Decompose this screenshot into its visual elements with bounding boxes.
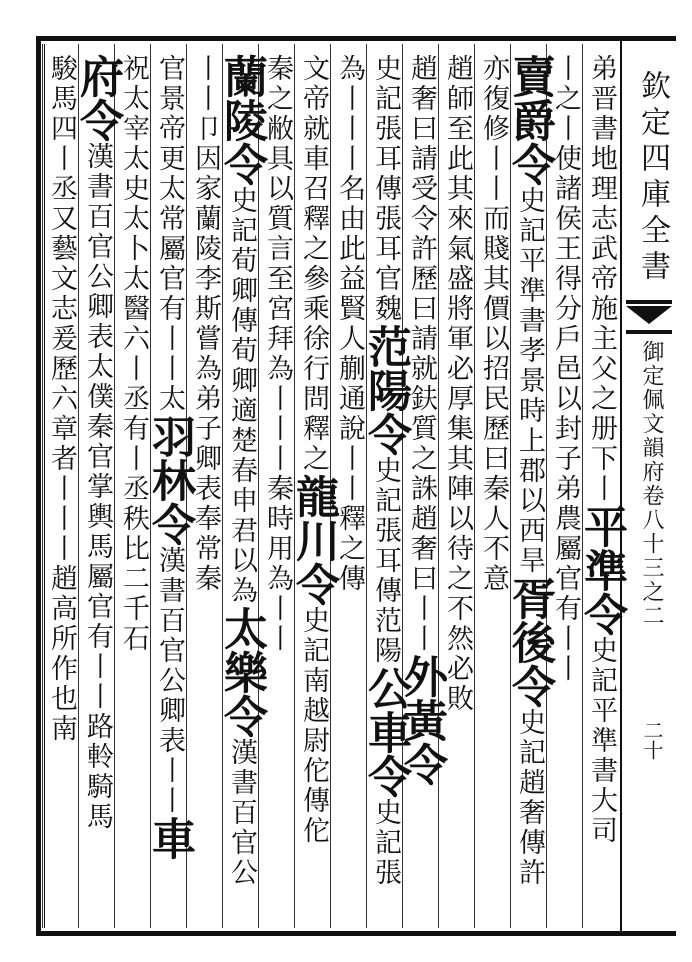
entry-headword: 太樂令 bbox=[216, 606, 267, 738]
text-column bbox=[360, 54, 411, 888]
column-rule bbox=[474, 44, 475, 928]
text-column bbox=[116, 54, 150, 654]
column-rule bbox=[438, 44, 439, 928]
margin-volume-title: 御定佩文韻府卷八十三之二 bbox=[639, 340, 664, 628]
margin-page-number: 二十 bbox=[640, 720, 664, 760]
entry-text: 史記張耳傳范陽 bbox=[370, 456, 401, 666]
entry-text: 歷曰秦人不意 bbox=[478, 414, 509, 594]
entry-text: 丨丨卩因家蘭陵李斯嘗為弟子 bbox=[190, 54, 221, 444]
entry-headword: 范陽令 bbox=[360, 324, 411, 456]
entry-headword: 胥後令 bbox=[504, 576, 555, 708]
text-column bbox=[504, 54, 555, 888]
entry-headword: 府令 bbox=[72, 54, 123, 142]
entry-text: 為丨丨丨名由此益賢 bbox=[334, 54, 365, 324]
entry-text: 史記南越尉佗傳佗 bbox=[298, 606, 329, 846]
entry-text: 史記荀卿傳荀卿適楚春申君以為 bbox=[226, 186, 257, 606]
entry-text: 漢書百官公 bbox=[226, 738, 257, 888]
text-column bbox=[476, 54, 510, 594]
entry-text: 史記平準書孝景時上郡以西旱 bbox=[514, 186, 545, 576]
text-column bbox=[144, 54, 195, 860]
entry-text: 駿馬四丨丞又藝文志爰歷六章者丨丨丨趙高所作也南 bbox=[46, 54, 77, 744]
text-column bbox=[44, 54, 78, 744]
entry-headword: 平準令 bbox=[576, 504, 627, 636]
entry-headword: 外黃令 bbox=[396, 654, 447, 786]
entry-text: 漢書百官公卿表丨丨 bbox=[154, 546, 185, 816]
entry-headword: 蘭陵令 bbox=[216, 54, 267, 186]
column-rule bbox=[78, 44, 79, 928]
text-column bbox=[72, 54, 123, 832]
entry-text: 弟晋書地理志武帝施主父之册下丨 bbox=[586, 54, 617, 504]
entry-text: 史記平準書大司 bbox=[586, 636, 617, 846]
entry-text: 官景帝更太常屬官有丨丨太 bbox=[154, 54, 185, 414]
entry-headword: 賣爵令 bbox=[504, 54, 555, 186]
entry-text: 卿表奉常秦 bbox=[190, 444, 221, 594]
entry-text: 農屬官有丨丨 bbox=[550, 504, 581, 684]
entry-text: 釋之傳 bbox=[334, 504, 365, 594]
text-column bbox=[216, 54, 267, 888]
entry-text: 秦時用為丨丨 bbox=[262, 474, 293, 654]
column-rule bbox=[42, 44, 43, 928]
fishtail-mark bbox=[626, 300, 672, 334]
column-rule bbox=[114, 44, 115, 928]
text-column bbox=[440, 54, 474, 714]
text-column bbox=[576, 54, 627, 846]
column-rule bbox=[582, 44, 583, 928]
entry-headword: 龍川令 bbox=[288, 474, 339, 606]
entry-text: 趙奢曰請受令許歷曰請就鈇質之誅趙奢曰丨丨 bbox=[406, 54, 437, 654]
entry-text: 史記趙奢傳許 bbox=[514, 708, 545, 888]
entry-text: 史記張耳傳張耳官魏 bbox=[370, 54, 401, 324]
entry-text: 史記張 bbox=[370, 798, 401, 888]
entry-text: 秦之敝具以質言至宮拜為丨丨丨 bbox=[262, 54, 293, 474]
entry-text: 文帝就車召釋之參乘徐行問釋之 bbox=[298, 54, 329, 474]
entry-text: 趙師至此其來氣盛將軍必厚集其陣以待之不然必敗 bbox=[442, 54, 473, 714]
entry-headword: 公車令 bbox=[360, 666, 411, 798]
margin-book-title: 欽定四庫全書 bbox=[635, 70, 670, 286]
entry-text: 丨之丨使諸侯王得分戶邑以封子弟 bbox=[550, 54, 581, 504]
entry-text: 有丨丞秩比二千石 bbox=[118, 414, 149, 654]
entry-headword: 車 bbox=[144, 816, 195, 860]
entry-text: 人蒯通說丨丨 bbox=[334, 324, 365, 504]
entry-text: 亦復修丨丨而賤其價以招民 bbox=[478, 54, 509, 414]
entry-text: 漢書百官公卿表太僕秦官掌輿馬屬官有丨丨路軨騎馬 bbox=[82, 142, 113, 832]
entry-headword: 羽林令 bbox=[144, 414, 195, 546]
text-column bbox=[288, 54, 339, 846]
entry-text: 祝太宰太史太卜太醫六丨丞 bbox=[118, 54, 149, 414]
